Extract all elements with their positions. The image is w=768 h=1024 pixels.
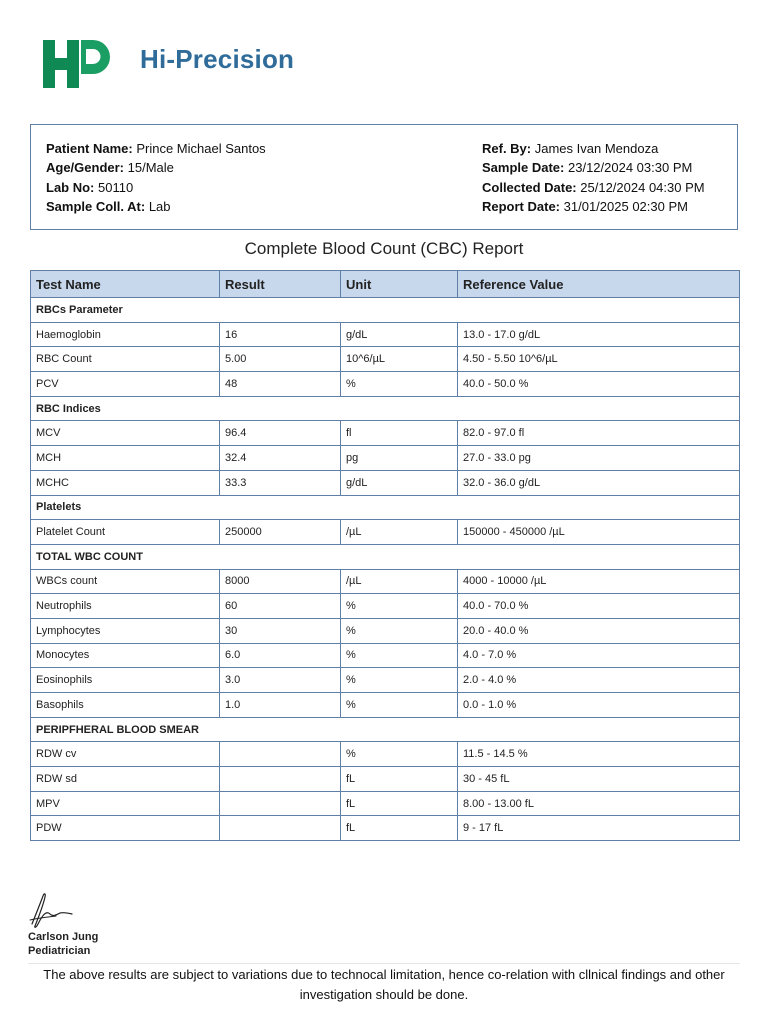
signatory-name: Carlson Jung [28, 931, 99, 943]
reference-value-cell: 4.0 - 7.0 % [458, 643, 740, 668]
unit-cell: fL [341, 767, 458, 792]
collected-date-line [482, 178, 705, 197]
collected-date-label: Collected Date: [482, 179, 577, 195]
report-title: Complete Blood Count (CBC) Report [244, 239, 524, 258]
signatory-block [28, 931, 98, 958]
reference-value-cell: 20.0 - 40.0 % [458, 618, 740, 643]
lab-no-label: Lab No: [46, 179, 95, 195]
table-row [31, 322, 740, 347]
report-date-label: Report Date: [482, 198, 561, 214]
section-header-row [31, 717, 740, 742]
reference-value-cell: 30 - 45 fL [458, 767, 740, 792]
result-cell: 1.0 [220, 693, 341, 718]
test-name-cell: RBC Count [31, 347, 220, 372]
table-row [31, 618, 740, 643]
result-cell: 48 [220, 372, 341, 397]
section-title: RBC Indices [31, 396, 740, 421]
disclaimer-text: The above results are subject to variations due to technocal limitation, hence co-relation with cllnical findings and other investigation should be done. [43, 967, 725, 1002]
reference-value-cell: 82.0 - 97.0 fl [458, 421, 740, 446]
unit-cell: % [341, 618, 458, 643]
table-row [31, 347, 740, 372]
result-cell [220, 742, 341, 767]
section-title: Platelets [31, 495, 740, 520]
result-cell [220, 767, 341, 792]
doctor-signature [26, 884, 76, 932]
table-row [31, 372, 740, 397]
report-date-value: 31/01/2025 02:30 PM [563, 198, 688, 214]
cbc-results-table [30, 270, 740, 841]
column-header-test-name: Test Name [31, 271, 220, 298]
result-cell: 60 [220, 594, 341, 619]
unit-cell: % [341, 742, 458, 767]
result-cell: 3.0 [220, 668, 341, 693]
result-cell: 5.00 [220, 347, 341, 372]
reference-value-cell: 40.0 - 70.0 % [458, 594, 740, 619]
signatory-title: Pediatrician [28, 944, 91, 957]
reference-value-cell: 27.0 - 33.0 pg [458, 446, 740, 471]
unit-cell: pg [341, 446, 458, 471]
section-title: RBCs Parameter [31, 298, 740, 323]
footer-divider [28, 963, 740, 964]
test-name-cell: PDW [31, 816, 220, 841]
table-header-row [31, 271, 740, 298]
sample-coll-value: Lab [148, 198, 171, 214]
column-header-result: Result [220, 271, 341, 298]
unit-cell: fl [341, 421, 458, 446]
unit-cell: 10^6/µL [341, 347, 458, 372]
table-row [31, 668, 740, 693]
table-row [31, 816, 740, 841]
reference-value-cell: 150000 - 450000 /µL [458, 520, 740, 545]
brand-name: Hi-Precision [140, 44, 295, 74]
result-cell [220, 816, 341, 841]
patient-info-box [30, 124, 738, 230]
table-row [31, 643, 740, 668]
reference-value-cell: 13.0 - 17.0 g/dL [458, 322, 740, 347]
hi-precision-logo-icon [43, 40, 111, 88]
test-name-cell: MCV [31, 421, 220, 446]
collected-date-value: 25/12/2024 04:30 PM [580, 179, 705, 195]
age-gender-line [46, 158, 266, 177]
reference-value-cell: 2.0 - 4.0 % [458, 668, 740, 693]
table-row [31, 421, 740, 446]
sample-date-label: Sample Date: [482, 160, 565, 176]
section-header-row [31, 495, 740, 520]
test-name-cell: Basophils [31, 693, 220, 718]
table-row [31, 446, 740, 471]
test-name-cell: Eosinophils [31, 668, 220, 693]
unit-cell: % [341, 372, 458, 397]
test-name-cell: Lymphocytes [31, 618, 220, 643]
reference-value-cell: 9 - 17 fL [458, 816, 740, 841]
test-name-cell: RDW cv [31, 742, 220, 767]
test-name-cell: MCH [31, 446, 220, 471]
table-row [31, 470, 740, 495]
test-name-cell: Haemoglobin [31, 322, 220, 347]
table-row [31, 767, 740, 792]
sample-date-value: 23/12/2024 03:30 PM [568, 160, 693, 176]
table-row [31, 693, 740, 718]
result-cell: 6.0 [220, 643, 341, 668]
reference-value-cell: 32.0 - 36.0 g/dL [458, 470, 740, 495]
unit-cell: fL [341, 816, 458, 841]
column-header-reference-value: Reference Value [458, 271, 740, 298]
result-cell: 16 [220, 322, 341, 347]
result-cell: 30 [220, 618, 341, 643]
result-cell: 8000 [220, 569, 341, 594]
unit-cell: fL [341, 791, 458, 816]
sample-coll-line [46, 197, 266, 216]
patient-info-right [482, 139, 705, 216]
unit-cell: /µL [341, 520, 458, 545]
lab-no-line [46, 178, 266, 197]
test-name-cell: Platelet Count [31, 520, 220, 545]
test-name-cell: MPV [31, 791, 220, 816]
result-cell: 33.3 [220, 470, 341, 495]
sample-coll-label: Sample Coll. At: [46, 198, 146, 214]
result-cell: 250000 [220, 520, 341, 545]
ref-by-label: Ref. By: [482, 141, 532, 156]
unit-cell: g/dL [341, 322, 458, 347]
unit-cell: /µL [341, 569, 458, 594]
reference-value-cell: 0.0 - 1.0 % [458, 693, 740, 718]
unit-cell: % [341, 594, 458, 619]
reference-value-cell: 8.00 - 13.00 fL [458, 791, 740, 816]
section-header-row [31, 544, 740, 569]
sample-date-line [482, 158, 705, 177]
reference-value-cell: 4000 - 10000 /µL [458, 569, 740, 594]
table-row [31, 791, 740, 816]
section-header-row [31, 396, 740, 421]
result-cell [220, 791, 341, 816]
reference-value-cell: 40.0 - 50.0 % [458, 372, 740, 397]
section-header-row [31, 298, 740, 323]
section-title: TOTAL WBC COUNT [31, 544, 740, 569]
column-header-unit: Unit [341, 271, 458, 298]
result-cell: 96.4 [220, 421, 341, 446]
test-name-cell: WBCs count [31, 569, 220, 594]
table-body [31, 298, 740, 841]
age-gender-label: Age/Gender: [46, 160, 125, 176]
test-name-cell: RDW sd [31, 767, 220, 792]
section-title: PERIPFHERAL BLOOD SMEAR [31, 717, 740, 742]
test-name-cell: Neutrophils [31, 594, 220, 619]
unit-cell: % [341, 643, 458, 668]
table-row [31, 594, 740, 619]
unit-cell: % [341, 668, 458, 693]
reference-value-cell: 4.50 - 5.50 10^6/µL [458, 347, 740, 372]
table-row [31, 569, 740, 594]
patient-name-line [46, 139, 266, 158]
result-cell: 32.4 [220, 446, 341, 471]
report-date-line [482, 197, 705, 216]
test-name-cell: Monocytes [31, 643, 220, 668]
patient-name-label: Patient Name: [46, 141, 133, 156]
lab-no-value: 50110 [98, 179, 134, 195]
table-row [31, 742, 740, 767]
test-name-cell: MCHC [31, 470, 220, 495]
patient-name-value: Prince Michael Santos [136, 141, 266, 156]
test-name-cell: PCV [31, 372, 220, 397]
reference-value-cell: 11.5 - 14.5 % [458, 742, 740, 767]
unit-cell: g/dL [341, 470, 458, 495]
ref-by-value: James Ivan Mendoza [534, 141, 659, 156]
table-row [31, 520, 740, 545]
unit-cell: % [341, 693, 458, 718]
age-gender-value: 15/Male [127, 160, 174, 176]
ref-by-line [482, 139, 705, 158]
patient-info-left [46, 139, 266, 216]
